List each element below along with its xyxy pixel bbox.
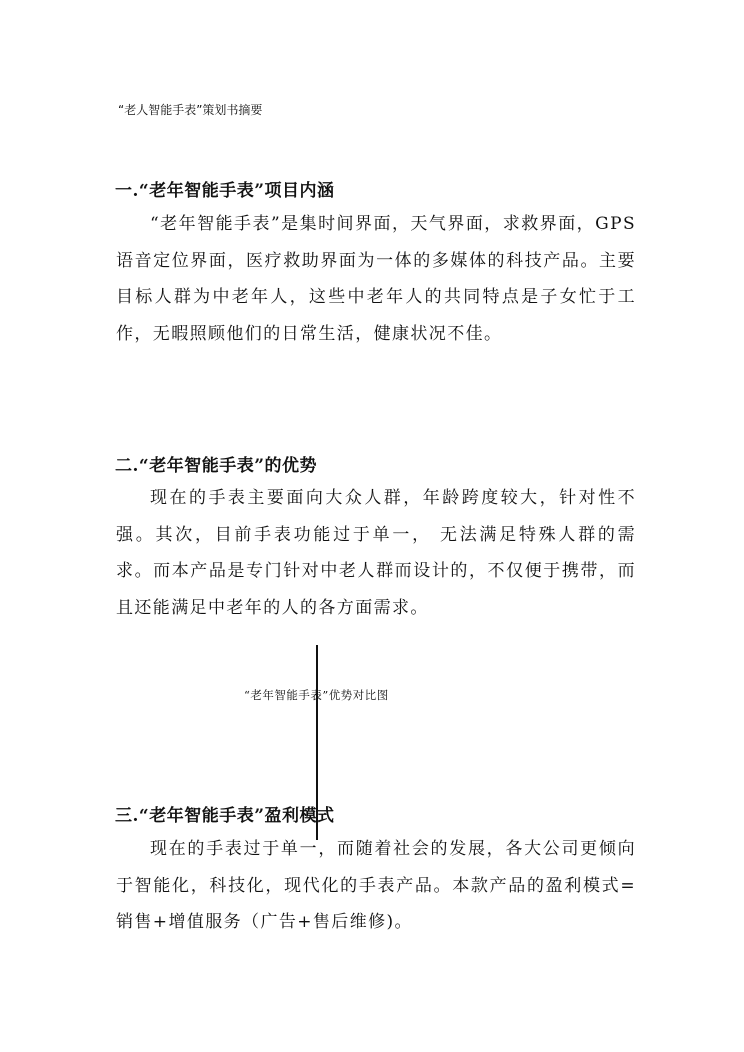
section-2-heading: 二.“老年智能手表”的优势 xyxy=(115,456,317,476)
section-2-body: 现在的手表主要面向大众人群，年龄跨度较大，针对性不强。其次，目前手表功能过于单一， 无法满足特殊人群的需求。而本产品是专门针对中老人群而设计的，不仅便于携带，而且还能满足中老年的人的各方面需求。 xyxy=(116,488,636,618)
figure-caption: “老年智能手表”优势对比图 xyxy=(244,688,389,702)
document-title: “老人智能手表”策划书摘要 xyxy=(118,103,263,117)
section-1-body: “老年智能手表”是集时间界面，天气界面，求救界面，GPS语音定位界面，医疗救助界面为一体的多媒体的科技产品。主要目标人群为中老年人，这些中老年人的共同特点是子女忙于工作，无暇照顾他们的日常生活，健康状况不佳。 xyxy=(116,214,636,344)
section-1-heading: 一.“老年智能手表”项目内涵 xyxy=(115,181,335,201)
section-3-body: 现在的手表过于单一，而随着社会的发展，各大公司更倾向于智能化，科技化，现代化的手表产品。本款产品的盈利模式=销售+增值服务（广告+售后维修)。 xyxy=(116,839,636,932)
section-3-heading: 三.“老年智能手表”盈利模式 xyxy=(115,806,335,826)
